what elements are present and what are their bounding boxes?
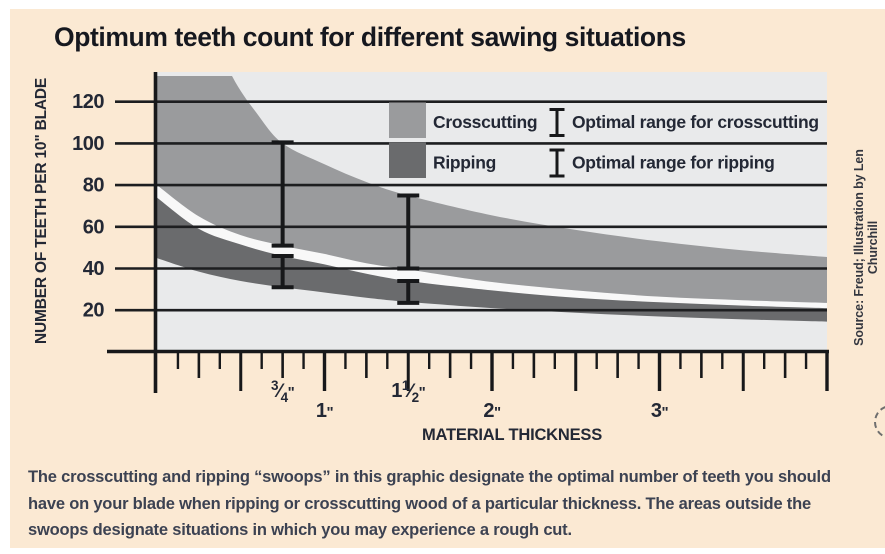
y-tick-label-40: 40 — [82, 258, 104, 280]
legend-range-label-ripping: Optimal range for ripping — [572, 152, 775, 173]
legend-range-label-crosscutting: Optimal range for crosscutting — [572, 112, 819, 132]
y-axis-title: NUMBER OF TEETH PER 10" BLADE — [33, 78, 50, 344]
x-tick-label-1: 1" — [315, 400, 334, 422]
legend-label-crosscutting: Crosscutting — [433, 112, 538, 132]
x-tick-label-2: 2" — [483, 400, 501, 422]
y-tick-label-120: 120 — [72, 91, 104, 114]
x-tick-label-1.5: $1^1⁄_2^"$ — [391, 378, 426, 405]
y-tick-label-60: 60 — [82, 216, 104, 239]
y-tick-label-80: 80 — [82, 174, 104, 197]
y-tick-label-20: 20 — [82, 299, 104, 322]
source-credit: Source: Freud; Illustration by Len Churchill — [852, 149, 880, 346]
y-tick-label-100: 100 — [72, 132, 104, 155]
x-axis-title: MATERIAL THICKNESS — [421, 426, 603, 444]
legend-swatch-crosscutting — [389, 103, 426, 139]
legend-swatch-ripping — [389, 143, 426, 179]
x-tick-label-0.75: $^3⁄_4^"$ — [270, 378, 295, 405]
legend-label-ripping: Ripping — [433, 152, 497, 173]
caption-text: The crosscutting and ripping “swoops” in this graphic designate the optimal number of teeth you should have on your blade when ripping or crosscutting wood of a particular thickness. The areas outside the swoops designate situations in which you may experience a rough cut. — [28, 468, 831, 539]
x-tick-label-3: 3" — [650, 400, 669, 422]
chart-title: Optimum teeth count for different sawing situations — [54, 22, 686, 52]
